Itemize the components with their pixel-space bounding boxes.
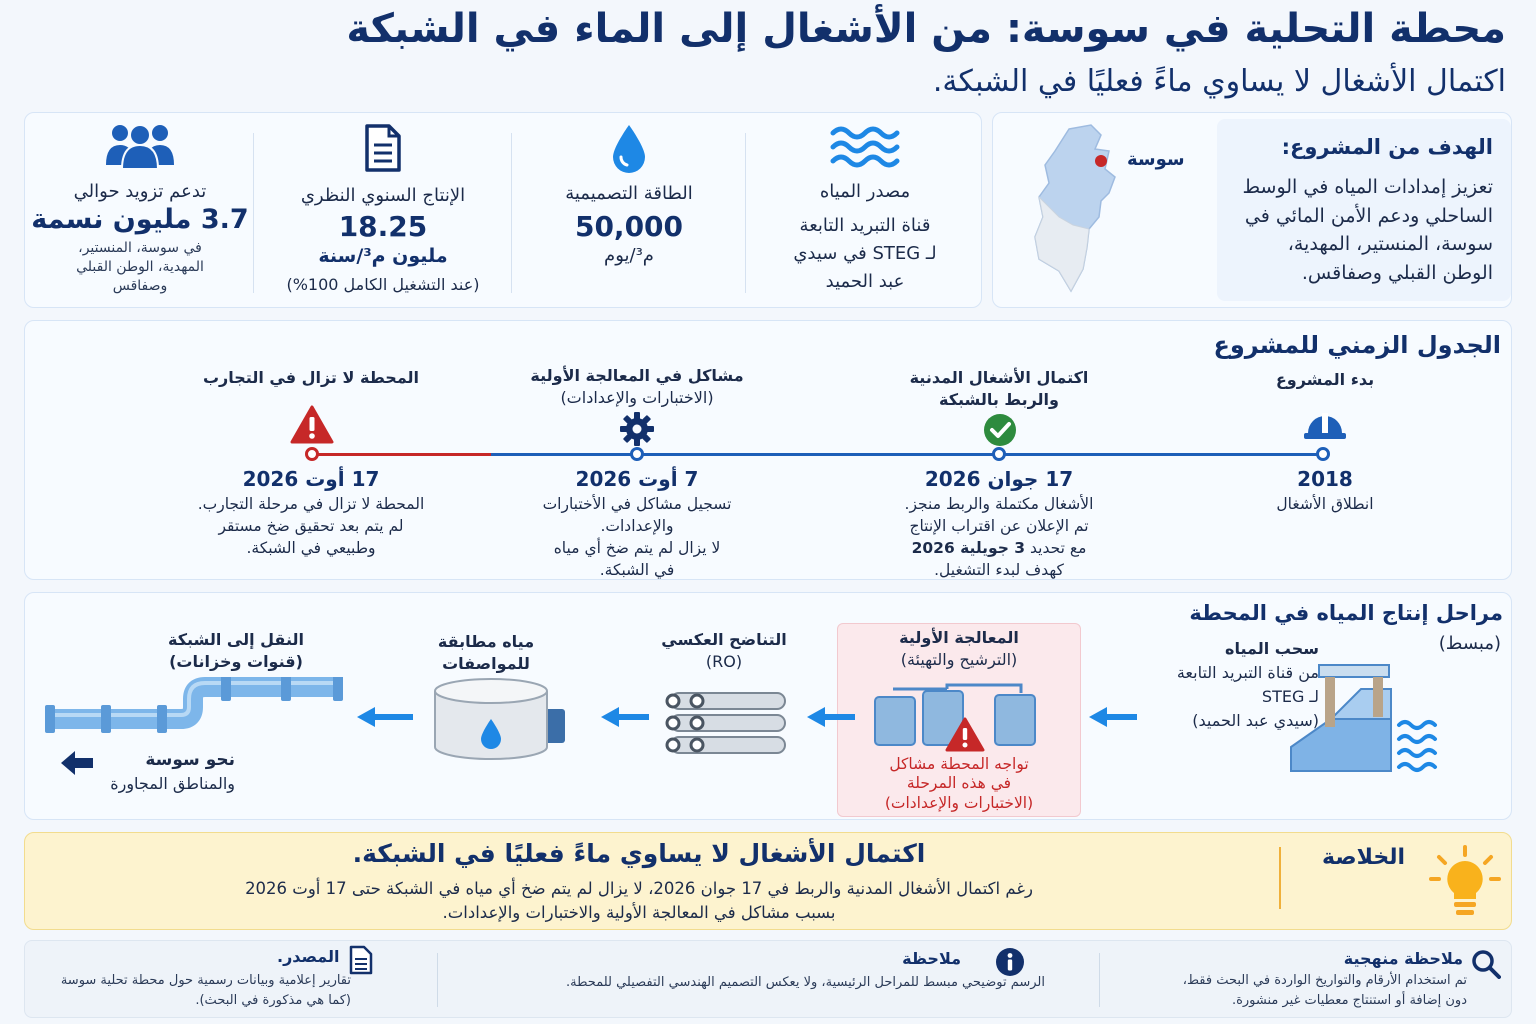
arrow-left-icon [61, 751, 93, 775]
divider [253, 133, 254, 293]
footer-note-title: ملاحظة [902, 949, 961, 968]
timeline-event-4-date: 17 أوت 2026 [242, 467, 380, 491]
timeline-event-1-desc: انطلاق الأشغال [1276, 495, 1374, 513]
timeline-line-blue [489, 453, 1325, 456]
step-intake-text: سحب المياه من قناة التبريد التابعة لـ STEG (سيدي عبد الحميد) [1176, 639, 1319, 730]
goal-heading: الهدف من المشروع: [1281, 135, 1493, 159]
divider [1099, 953, 1100, 1007]
goal-text: تعزيز إمدادات المياه في الوسط الساحلي ودعم الأمن المائي في سوسة، المنستير، المهدية، الوطن القبلي وصفاقس. [1242, 176, 1493, 284]
stat-annual-note: (عند التشغيل الكامل 100%) [286, 275, 480, 294]
intake-icon [1281, 659, 1447, 783]
conclusion-card [24, 832, 1512, 930]
timeline-event-4-head: المحطة لا تزال في التجارب [202, 368, 420, 387]
flow-arrow-icon [357, 705, 413, 729]
step-transport-label: النقل إلى الشبكة (قنوات وخزانات) [168, 630, 304, 672]
conclusion-label: الخلاصة [1322, 845, 1405, 870]
timeline-event-1-date: 2018 [1297, 467, 1353, 491]
stat-capacity-unit: م³/يوم [604, 245, 654, 266]
stat-population-label: تدعم تزويد حوالي [73, 181, 207, 202]
timeline-event-3-desc: تسجيل مشاكل في الأختبارات والإعدادات. لا يزال لم يتم ضخ أي مياه في الشبكة. [542, 495, 732, 579]
waves-icon [829, 123, 901, 171]
timeline-event-3-head: مشاكل في المعالجة الأولية (الاختبارات والإعدادات) [530, 366, 744, 407]
document-icon [363, 123, 403, 173]
stat-water-source [747, 123, 983, 296]
conclusion-line-2: بسبب مشاكل في المعالجة الأولية والاختبارات والإعدادات. [442, 903, 836, 922]
process-title: مراحل إنتاج المياه في المحطة [1189, 601, 1503, 625]
divider [745, 133, 746, 293]
step-ro-label: التناضح العكسي (RO) [661, 630, 787, 672]
timeline-event-2-head: اكتمال الأشغال المدنية والربط بالشبكة [909, 368, 1089, 409]
search-icon [1471, 949, 1501, 979]
stat-capacity-value: 50,000 [574, 210, 684, 243]
page-subtitle: اكتمال الأشغال لا يساوي ماءً فعليًا في الشبكة. [932, 64, 1506, 99]
stat-population [29, 121, 251, 296]
stat-annual-label: الإنتاج السنوي النظري [300, 185, 466, 206]
tunisia-map-icon [1029, 121, 1139, 301]
goal-card [992, 112, 1512, 308]
flow-arrow-icon [601, 705, 649, 729]
lightbulb-icon [1429, 845, 1501, 921]
timeline-dot [992, 447, 1006, 461]
storage-tank-icon [429, 673, 569, 763]
timeline-title: الجدول الزمني للمشروع [1213, 331, 1501, 359]
timeline-event-4-desc: المحطة لا تزال في مرحلة التجارب. لم يتم بعد تحقيق ضخ مستقر وطبيعي في الشبكة. [197, 495, 425, 557]
stat-population-regions: في سوسة، المنستير، المهدية، الوطن القبلي وصفاقس [76, 240, 204, 294]
footer-method-text: تم استخدام الأرقام والتواريخ الواردة في البحث فقط، دون إضافة أو استنتاج معطيات غير منشورة. [1182, 973, 1467, 1008]
footer-source-title: المصدر. [277, 947, 340, 966]
timeline-event-1-head: بدء المشروع [1275, 370, 1375, 389]
water-drop-icon [609, 123, 649, 175]
map-label-sousse: سوسة [1127, 149, 1185, 170]
check-icon [983, 413, 1017, 447]
conclusion-headline: اكتمال الأشغال لا يساوي ماءً فعليًا في الشبكة. [352, 839, 926, 868]
stat-annual-production [255, 123, 511, 294]
timeline-event-2-desc: الأشغال مكتملة والربط منجز. تم الإعلان عن اقتراب الإنتاج مع تحديد 3 جويلية 2026 كهدف لبدء التشغيل. [904, 495, 1094, 579]
step-compliant-water-label: مياه مطابقة للمواصفات [437, 632, 535, 674]
timeline-dot [630, 447, 644, 461]
stat-annual-value: 18.25 [338, 210, 428, 243]
stat-source-label: مصدر المياه [819, 181, 911, 202]
timeline-dot [1316, 447, 1330, 461]
step-pretreatment-label: المعالجة الأولية (الترشيح والتهيئة) [899, 628, 1019, 670]
flow-arrow-icon [1089, 705, 1137, 729]
conclusion-line-1: رغم اكتمال الأشغال المدنية والربط في 17 جوان 2026، لا يزال لم يتم ضخ أي مياه في الشبكة حتى 17 أوت 2026 [245, 879, 1033, 898]
step-pretreatment-warning: تواجه المحطة مشاكل في هذه المرحلة (الاختبارات والإعدادات) [884, 755, 1034, 812]
stat-source-text: قناة التبريد التابعة لـ STEG في سيدي عبد الحميد [793, 215, 937, 292]
pipeline-icon [41, 677, 347, 739]
gear-icon [619, 411, 655, 447]
document-icon [349, 945, 373, 975]
timeline-card [24, 320, 1512, 580]
page-title: محطة التحلية في سوسة: من الأشغال إلى الماء في الشبكة [346, 6, 1506, 52]
timeline-event-2-date: 17 جوان 2026 [924, 467, 1074, 491]
stat-capacity [513, 123, 745, 266]
stats-card [24, 112, 982, 308]
ro-membranes-icon [659, 689, 789, 761]
footer-source-text: تقارير إعلامية وبيانات رسمية حول محطة تحلية سوسة (كما هي مذكورة في البحث). [60, 973, 351, 1008]
footer-method-title: ملاحظة منهجية [1343, 949, 1463, 968]
divider [511, 133, 512, 293]
timeline-line-red [311, 453, 491, 456]
stat-capacity-label: الطاقة التصميمية [565, 183, 693, 204]
divider [437, 953, 438, 1007]
timeline-event-3-date: 7 أوت 2026 [575, 467, 699, 491]
timeline-dot [305, 447, 319, 461]
stat-annual-unit: مليون م³/سنة [318, 245, 448, 267]
people-icon [104, 121, 176, 171]
conclusion-divider [1279, 847, 1281, 909]
footer-card [24, 940, 1512, 1018]
warning-icon [290, 405, 334, 445]
step-transport-destination: نحو سوسة والمناطق المجاورة [110, 750, 235, 793]
warning-icon [945, 717, 985, 753]
flow-arrow-icon [807, 705, 855, 729]
helmet-icon [1302, 401, 1348, 441]
process-subtitle: (مبسط) [1438, 633, 1501, 654]
process-card [24, 592, 1512, 820]
stat-population-value: 3.7 مليون نسمة [31, 204, 249, 235]
footer-note-text: الرسم توضيحي مبسط للمراحل الرئيسية، ولا يعكس التصميم الهندسي التفصيلي للمحطة. [566, 975, 1045, 990]
